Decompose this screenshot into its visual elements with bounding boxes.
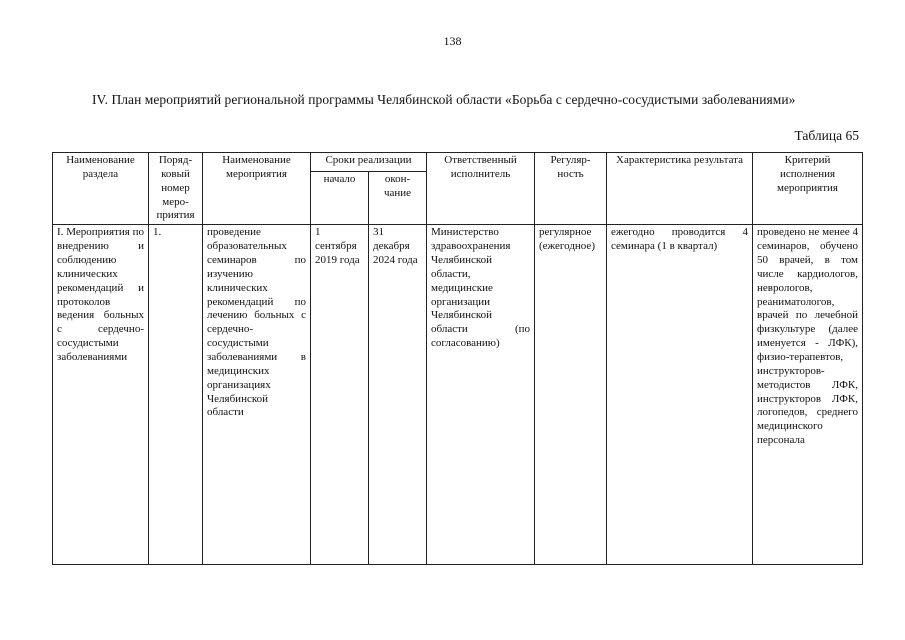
col-header-end: окон-чание [369,172,427,225]
header-row [53,153,863,172]
cell-regularity: регулярное (ежегодное) [535,225,607,565]
cell-activity: проведение образовательных семинаров по изучению клинических рекомендаций по лечению больных с сердечно-сосудистыми заболеваниями в медицинских организациях Челябинской области [203,225,311,565]
col-header-number: Поряд-ковый номер меро-приятия [149,153,203,225]
cell-end: 31 декабря 2024 года [369,225,427,565]
col-header-responsible: Ответственный исполнитель [427,153,535,225]
cell-number: 1. [149,225,203,565]
col-header-regularity: Регуляр-ность [535,153,607,225]
cell-start: 1 сентября 2019 года [311,225,369,565]
col-header-criterion: Критерий исполнения мероприятия [753,153,863,225]
table-label: Таблица 65 [794,128,859,143]
col-header-result: Характеристика результата [607,153,753,225]
section-heading: IV. План мероприятий региональной программы Челябинской области «Борьба с сердечно-сосудистыми заболеваниями» [92,92,796,107]
table-row [53,225,863,565]
cell-criterion: проведено не менее 4 семинаров, обучено 50 врачей, в том числе кардиологов, неврологов, реаниматологов, врачей по лечебной физкультуре (далее именуется - ЛФК), физио-терапевтов, инструкторов-методистов ЛФК, инструкторов ЛФК, логопедов, среднего медицинского персонала [753,225,863,565]
activity-plan-table [52,152,863,565]
cell-section: I. Мероприятия по внедрению и соблюдению клинических рекомендаций и протоколов ведения больных с сердечно-сосудистыми заболеваниями [53,225,149,565]
cell-responsible: Министерство здравоохранения Челябинской области, медицинские организации Челябинской области (по согласованию) [427,225,535,565]
col-header-start: начало [311,172,369,225]
cell-result: ежегодно проводится 4 семинара (1 в квартал) [607,225,753,565]
col-header-section: Наименование раздела [53,153,149,225]
col-header-activity: Наименование мероприятия [203,153,311,225]
col-header-timeframe: Сроки реализации [311,153,427,172]
page-number: 138 [443,34,462,48]
